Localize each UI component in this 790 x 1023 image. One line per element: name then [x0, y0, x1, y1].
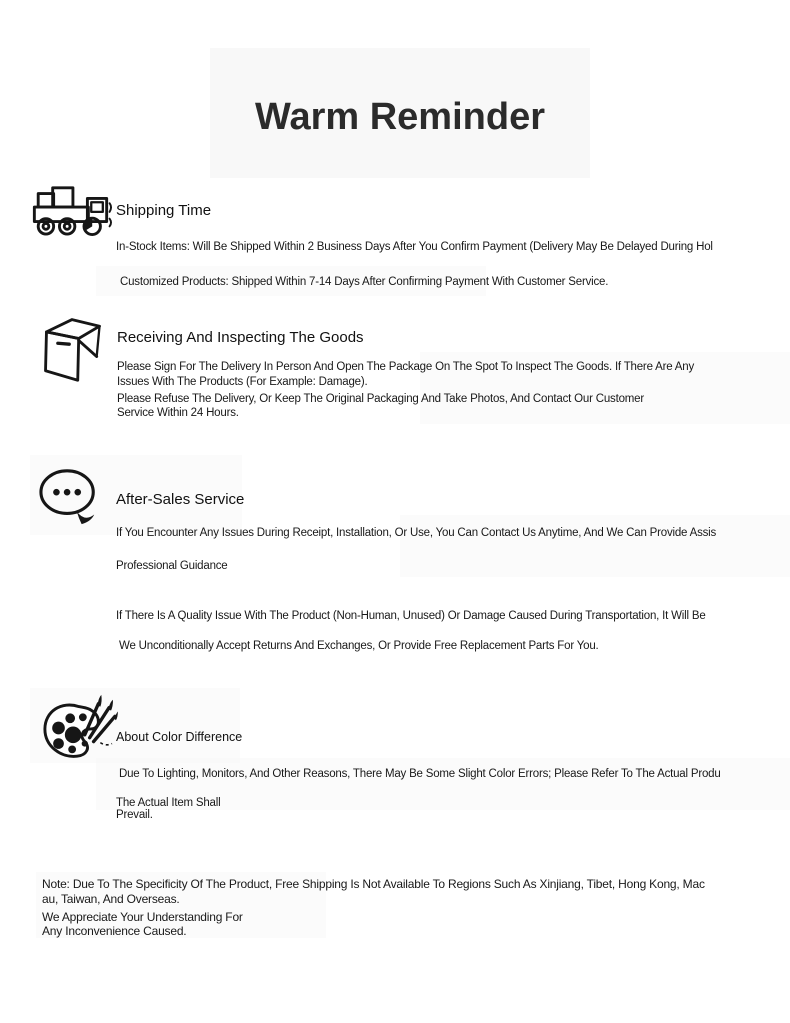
- box-icon: [38, 312, 108, 389]
- aftersales-line-2: Professional Guidance: [116, 560, 228, 572]
- footer-note-line1: Note: Due To The Specificity Of The Product, Free Shipping Is Not Available To Regions Such As Xinjiang, Tibet, Hong Kong, Mac: [42, 877, 705, 891]
- receiving-p2-line1: Please Refuse The Delivery, Or Keep The Original Packaging And Take Photos, And Contact Our Customer: [117, 393, 644, 405]
- section-heading-shipping: Shipping Time: [116, 202, 212, 219]
- receiving-p1-line2: Issues With The Products (For Example: Damage).: [117, 376, 368, 388]
- truck-icon: [28, 182, 114, 241]
- receiving-p2-line2: Service Within 24 Hours.: [117, 407, 239, 419]
- aftersales-line-1: If You Encounter Any Issues During Receipt, Installation, Or Use, You Can Contact Us Anytime, And We Can Provide Assis: [116, 527, 717, 539]
- section-heading-receiving: Receiving And Inspecting The Goods: [117, 329, 364, 346]
- shipping-line-1: In-Stock Items: Will Be Shipped Within 2 Business Days After You Confirm Payment (Delivery May Be Delayed During Hol: [116, 241, 713, 253]
- aftersales-line-3: If There Is A Quality Issue With The Product (Non-Human, Unused) Or Damage Caused During Transportation, It Will Be: [116, 610, 706, 622]
- background-patch: [400, 515, 790, 577]
- page-title: Warm Reminder: [255, 96, 545, 138]
- footer-note-line2: au, Taiwan, And Overseas.: [42, 892, 180, 906]
- color-line-1: Due To Lighting, Monitors, And Other Reasons, There May Be Some Slight Color Errors; Please Refer To The Actual Produ: [119, 768, 721, 780]
- footer-thanks-line1: We Appreciate Your Understanding For: [42, 910, 243, 924]
- shipping-line-2: Customized Products: Shipped Within 7-14 Days After Confirming Payment With Customer Service.: [120, 276, 609, 288]
- color-line-2a: The Actual Item Shall: [116, 797, 221, 809]
- aftersales-line-4: We Unconditionally Accept Returns And Exchanges, Or Provide Free Replacement Parts For You.: [119, 640, 599, 652]
- footer-thanks-line2: Any Inconvenience Caused.: [42, 924, 187, 938]
- receiving-p1-line1: Please Sign For The Delivery In Person And Open The Package On The Spot To Inspect The Goods. If There Are Any: [117, 361, 694, 373]
- color-line-2b: Prevail.: [116, 809, 153, 821]
- chat-bubble-icon: [36, 466, 104, 533]
- palette-icon: [36, 692, 118, 769]
- section-heading-color-difference: About Color Difference: [116, 730, 243, 744]
- section-heading-aftersales: After-Sales Service: [116, 491, 245, 508]
